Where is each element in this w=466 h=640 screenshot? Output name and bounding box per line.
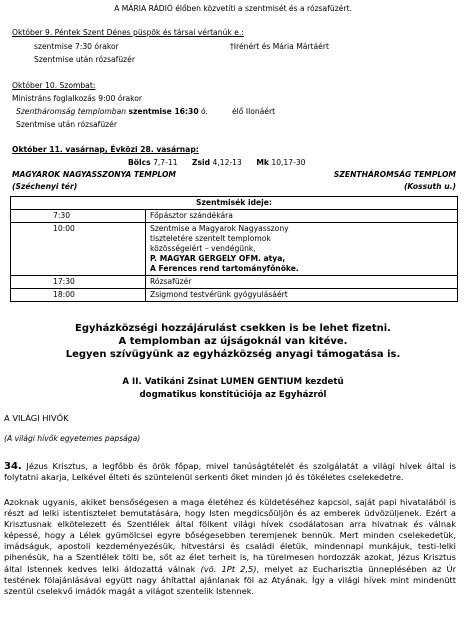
schedule-row [11, 289, 458, 302]
radio-notice: A MÁRIA RÁDIÓ élőben közvetíti a szentmisét és a rózsafüzért. [114, 4, 352, 13]
doc-title-1: A II. Vatikáni Zsinat LUMEN GENTIUM kezdetű [122, 377, 344, 387]
schedule-guest-title: A Ferences rend tartományfőnöke. [150, 264, 299, 273]
schedule-desc [146, 210, 458, 223]
readings [128, 158, 306, 168]
oct10-mass-unit: ó. [201, 107, 208, 116]
schedule-desc [146, 289, 458, 302]
reading-ref: 7,7-11 [153, 158, 178, 167]
paragraph-text: , melyet az Eucharisztia ünneplésében az Úr testének fölajánlásával együtt nagy áhítattal ajánlanak föl az Atyának. Így a világi hívek mint mindenütt szentül cselekvő imádók magát a világot szentelik Istennek. [4, 563, 456, 596]
church-left: MAGYAROK NAGYASSZONYA TEMPLOM [12, 170, 176, 179]
schedule-line: Főpásztor szándékára [150, 211, 233, 220]
oct9-title: Október 9. Péntek Szent Dénes püspök és társai vértanúk e.: [12, 28, 244, 37]
oct10-title: Október 10. Szombat: [12, 81, 96, 90]
schedule-time: 18:00 [11, 289, 146, 302]
schedule-row [11, 223, 458, 276]
mass-schedule-table [10, 196, 458, 302]
oct11-title: Október 11. vasárnap, Évközi 28. vasárnap: [12, 145, 199, 154]
schedule-line: közösségeiért – vendégünk, [150, 244, 256, 253]
bible-reference: (vö. 1Pt 2,5) [200, 563, 257, 574]
oct9-rosary: Szentmise után rózsafüzér [34, 55, 135, 64]
oct9-mass: szentmise 7:30 órakor [34, 42, 119, 51]
schedule-guest: P. MAGYAR GERGELY OFM. atya, [150, 254, 286, 263]
schedule-row [11, 210, 458, 223]
section-heading: A VILÁGI HIVŐK [4, 413, 69, 423]
paragraph-text: Azoknak ugyanis, akiket bensőségesen a maga életéhez és küldetéséhez kapcsol, saját papi hivatalából is részt ad lelki istentisztelet bemutatására, hogy Isten megdicsőüljön és az emberek üdvözüljenek. Ezért a Krisztusnak elkötelezett és Szentlélek által fölkent világi hívek csodálatosan arra hivatnak és válnak képessé, hogy a Lélek gyümölcsei egyre bőségesebben teremjenek bennük. Mert minden cselekedetük, imádságuk, apostoli kezdeményezésük, hitvestársi és családi életük, mindennapi munkájuk, testi-lelki pihenésük, ha a Szentlélek tölti be, sőt az élet terheit is, ha türelmesen hordozzák azokat, Jézus Krisztus által Istennek kedves lelki áldozattá válnak [4, 497, 456, 574]
reading-book: Mk [256, 158, 269, 167]
notice-line-3: Legyen szívügyünk az egyházközség anyagi támogatása is. [65, 349, 401, 360]
schedule-time: 10:00 [11, 223, 146, 276]
oct10-line2 [16, 107, 208, 117]
schedule-line: Zsigmond testvérünk gyógyulásáért [150, 290, 288, 299]
reading-ref: 10,17-30 [271, 158, 306, 167]
reading-book: Zsid [192, 158, 211, 167]
oct10-rosary: Szentmise után rózsafüzér [16, 120, 117, 129]
schedule-time: 7:30 [11, 210, 146, 223]
schedule-desc [146, 276, 458, 289]
oct10-mass: szentmise 16:30 [128, 107, 199, 116]
reading-book: Bölcs [128, 158, 151, 167]
section-subheading: (A világi hívők egyetemes papsága) [4, 434, 141, 443]
paragraph-34 [4, 461, 456, 483]
notice-line-1: Egyházközségi hozzájárulást csekken is be lehet fizetni. [75, 323, 391, 334]
reading-ref: 4,12-13 [212, 158, 242, 167]
schedule-line: tiszteletére szentelt templomok [150, 234, 271, 243]
schedule-header-row [11, 197, 458, 210]
doc-title-2: dogmatikus konstitúciója az Egyházról [139, 390, 327, 400]
church-right: SZENTHÁROMSÁG TEMPLOM [333, 170, 456, 179]
notice-line-2: A templomban az újságoknál van kitéve. [118, 336, 348, 347]
church-left-address: (Széchenyi tér) [12, 182, 78, 191]
paragraph-2 [4, 497, 456, 597]
schedule-time: 17:30 [11, 276, 146, 289]
oct9-intention: †Irénért és Mária Mártáért [230, 42, 329, 51]
schedule-desc [146, 223, 458, 276]
schedule-header: Szentmisék ideje: [11, 197, 458, 210]
church-right-address: (Kossuth u.) [403, 182, 456, 191]
oct10-line1: Ministráns foglalkozás 9:00 órakor [12, 94, 143, 103]
paragraph-number: 34. [4, 461, 22, 472]
oct10-church: Szentháromság templomban [16, 107, 127, 116]
schedule-line: Rózsafüzér [150, 277, 192, 286]
paragraph-text: Jézus Krisztus, a legfőbb és örök főpap, mivel tanúságtételét és szolgálatát a világi hívek által is folytatni akarja, Lelkével élteti és szüntelenül serkenti őket minden jó és tökéletes cselekedetre. [4, 461, 456, 483]
oct10-intention: élő Ilonáért [232, 107, 276, 116]
schedule-line: Szentmise a Magyarok Nagyasszony [150, 224, 289, 233]
schedule-row [11, 276, 458, 289]
